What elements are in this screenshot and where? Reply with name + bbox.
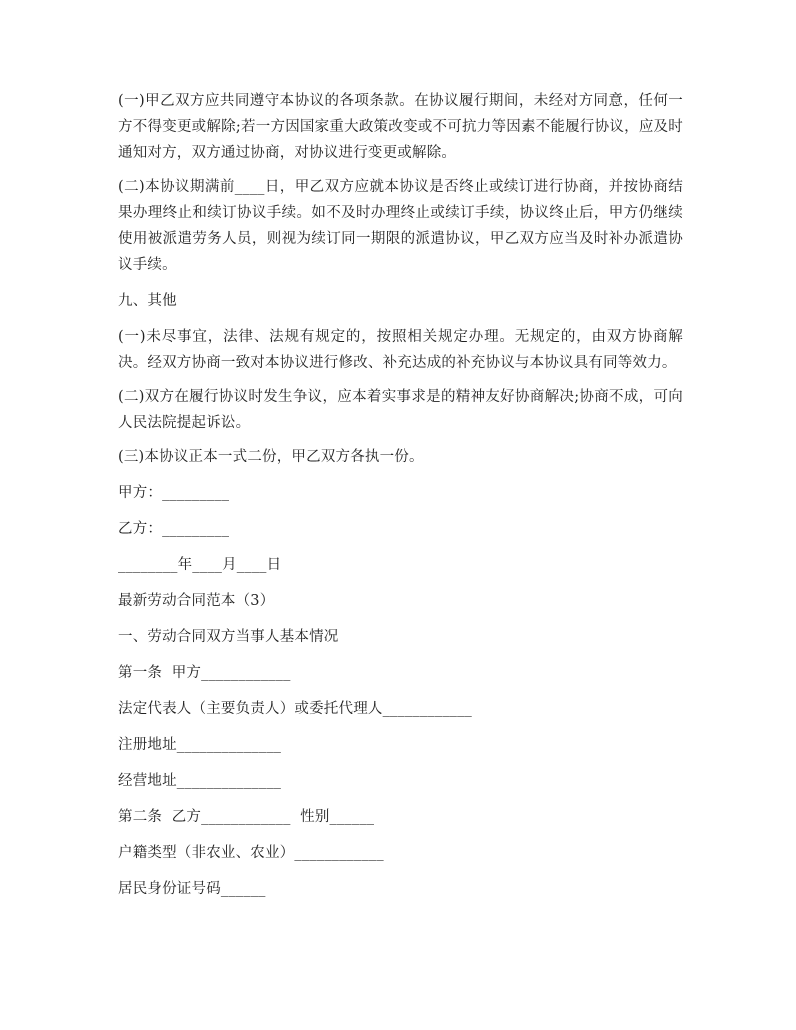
id-number-field: 居民身份证号码______ <box>118 881 266 897</box>
other-clause-1-paragraph: (一)未尽事宜，法律、法规有规定的，按照相关规定办理。无规定的，由双方协商解决。经双方协商一致对本协议进行修改、补充达成的补充协议与本协议具有同等效力。 <box>118 329 683 371</box>
clause-2-paragraph: (二)本协议期满前____日，甲乙双方应就本协议是否终止或续订进行协商，并按协商结果办理终止和续订协议手续。如不及时办理终止或续订手续，协议终止后，甲方仍继续使用被派遣劳务人员，则视为续订同一期限的派遣协议，甲乙双方应当及时补办派遣协议手续。 <box>118 179 683 273</box>
section-9-heading: 九、其他 <box>118 293 177 309</box>
other-clause-3-paragraph: (三)本协议正本一式二份，甲乙双方各执一份。 <box>118 449 424 465</box>
household-type-field: 户籍类型（非农业、农业）____________ <box>118 845 384 861</box>
section-1-heading: 一、劳动合同双方当事人基本情况 <box>118 629 339 645</box>
article-1-party-a: 第一条 甲方____________ <box>118 665 291 681</box>
other-clause-2-paragraph: (二)双方在履行协议时发生争议，应本着实事求是的精神友好协商解决;协商不成，可向人民法院提起诉讼。 <box>118 389 683 431</box>
document-page <box>118 88 683 912</box>
business-address-field: 经营地址______________ <box>118 773 282 789</box>
clause-1-paragraph: (一)甲乙双方应共同遵守本协议的各项条款。在协议履行期间，未经对方同意，任何一方不得变更或解除;若一方因国家重大政策改变或不可抗力等因素不能履行协议，应及时通知对方，双方通过协商，对协议进行变更或解除。 <box>118 93 683 161</box>
legal-representative-field: 法定代表人（主要负责人）或委托代理人____________ <box>118 701 472 717</box>
date-line: ________年____月____日 <box>118 557 282 573</box>
party-a-signature-line: 甲方：_________ <box>118 485 230 501</box>
registered-address-field: 注册地址______________ <box>118 737 282 753</box>
contract-template-title: 最新劳动合同范本（3） <box>118 593 275 609</box>
article-2-party-b: 第二条 乙方____________ 性别______ <box>118 809 375 825</box>
party-b-signature-line: 乙方：_________ <box>118 521 230 537</box>
